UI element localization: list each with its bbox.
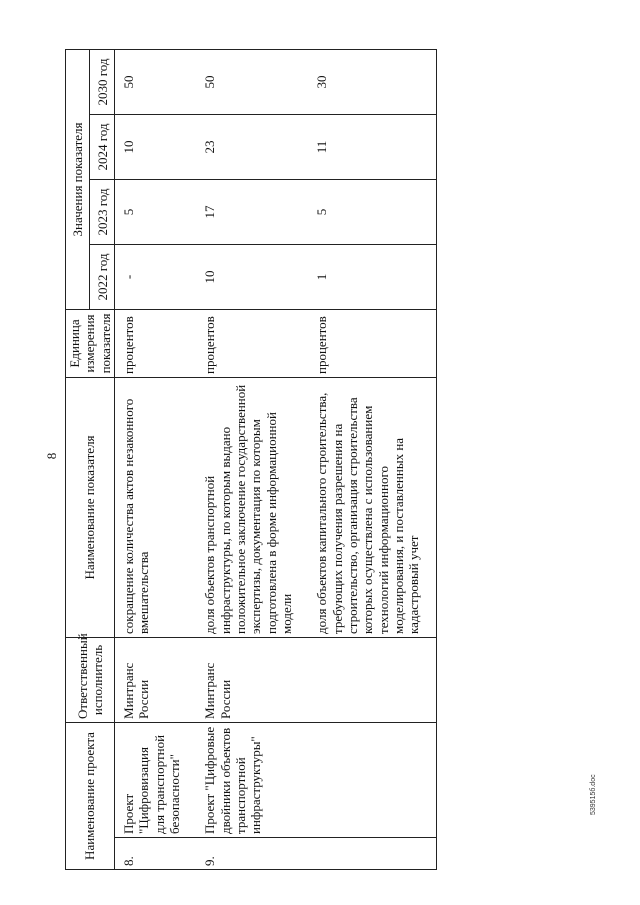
- value-cell-2030: 30: [308, 49, 436, 114]
- project-name-cell: Проект "Цифровые двойники объектов транспортной инфраструктуры": [196, 722, 308, 837]
- project-name-cell: Проект "Цифровизация для транспортной безопасности": [114, 722, 196, 837]
- page-number: 8: [44, 452, 59, 460]
- value-cell-2030: 50: [196, 49, 308, 114]
- header-values-group: Значения показателя: [66, 49, 90, 309]
- table-row: [114, 49, 196, 869]
- row-number: 9.: [196, 838, 308, 870]
- header-year: 2023 год: [90, 179, 115, 244]
- project-name-cell: [308, 722, 436, 837]
- header-unit: Единица измерения показателя: [66, 309, 115, 377]
- value-cell-2022: 1: [308, 244, 436, 309]
- header-executor: Ответственный исполнитель: [66, 637, 115, 722]
- rotated-page-content: [65, 50, 620, 870]
- value-cell-2023: 17: [196, 179, 308, 244]
- executor-cell: Минтранс России: [196, 637, 308, 722]
- indicator-cell: сокращение количества актов незаконного вмешательства: [114, 377, 196, 637]
- value-cell-2024: 23: [196, 114, 308, 179]
- unit-cell: процентов: [196, 309, 308, 377]
- indicator-cell: доля объектов транспортной инфраструктуры, по которым выдано положительное заключение государственной экспертизы, документация по которым подготовлена в форме информационной модели: [196, 377, 308, 637]
- row-number: 8.: [114, 838, 196, 870]
- value-cell-2023: 5: [114, 179, 196, 244]
- value-cell-2024: 11: [308, 114, 436, 179]
- file-name-footer: 539515б.doc: [590, 774, 597, 815]
- executor-cell: [308, 637, 436, 722]
- value-cell-2030: 50: [114, 49, 196, 114]
- row-number: [308, 838, 436, 870]
- header-project-name: Наименование проекта: [66, 722, 115, 869]
- table-row: [308, 49, 436, 869]
- unit-cell: процентов: [308, 309, 436, 377]
- indicator-cell: доля объектов капитального строительства, требующих получения разрешения на строительство, организация строительства которых осуществлена с использованием технологий информационного моделирования, и поставленных на кадастровый учет: [308, 377, 436, 637]
- unit-cell: процентов: [114, 309, 196, 377]
- value-cell-2022: 10: [196, 244, 308, 309]
- header-year: 2022 год: [90, 244, 115, 309]
- header-year: 2024 год: [90, 114, 115, 179]
- value-cell-2023: 5: [308, 179, 436, 244]
- table-row: [196, 49, 308, 869]
- executor-cell: Минтранс России: [114, 637, 196, 722]
- value-cell-2022: -: [114, 244, 196, 309]
- header-indicator: Наименование показателя: [66, 377, 115, 637]
- header-year: 2030 год: [90, 49, 115, 114]
- indicators-table: [65, 49, 437, 870]
- value-cell-2024: 10: [114, 114, 196, 179]
